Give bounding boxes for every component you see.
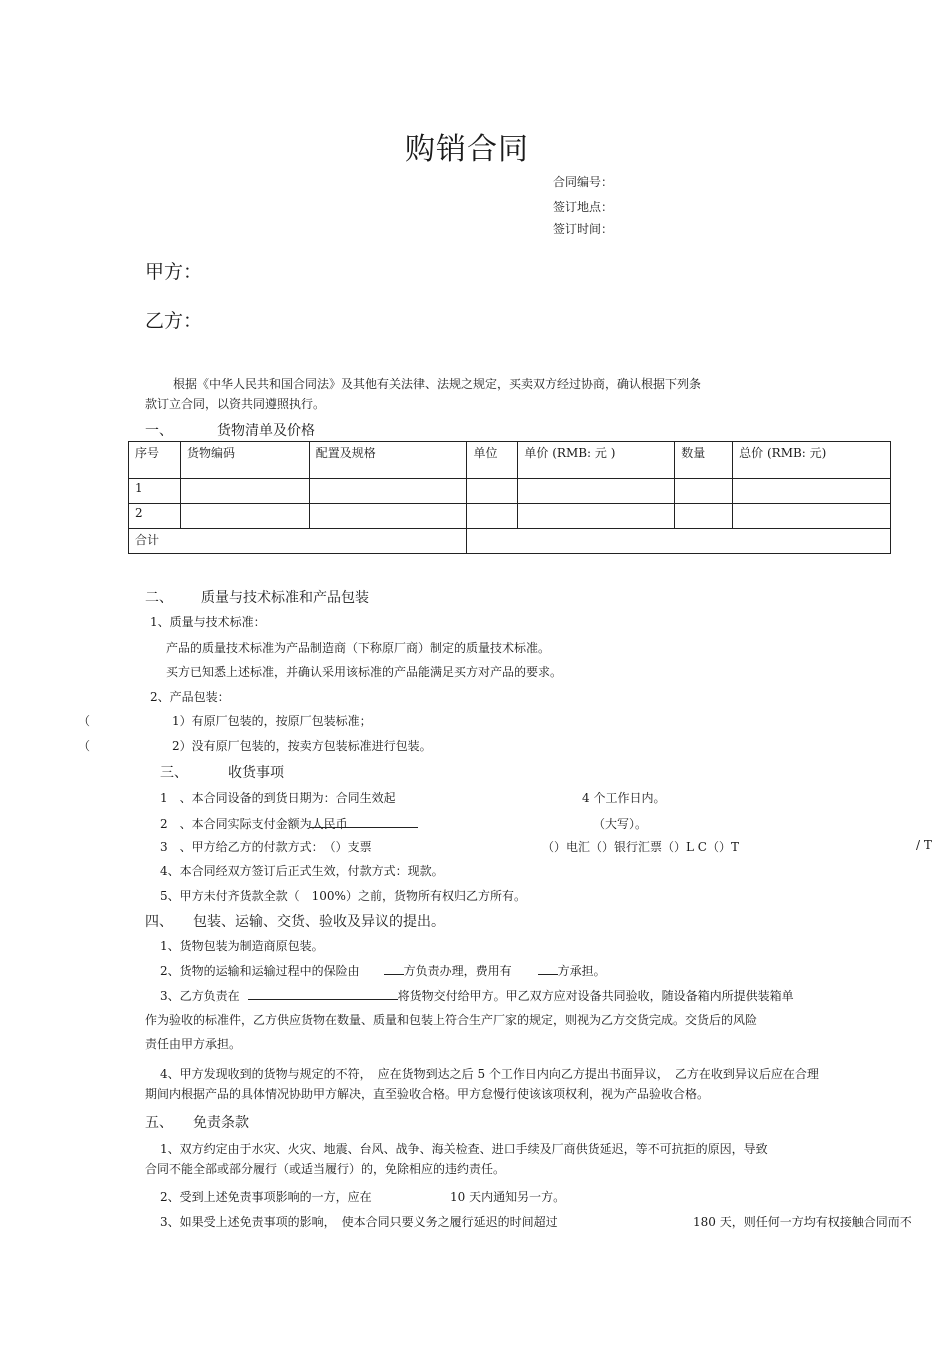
section-1-number: 一、 (145, 423, 173, 439)
s2-pack-2: 2）没有原厂包装的，按卖方包装标准进行包装。 (172, 739, 432, 753)
s5-item-2-days: 10 天内通知另一方。 (450, 1190, 566, 1204)
table-header-cell: 货物编码 (180, 442, 309, 479)
table-header-cell: 序号 (129, 442, 181, 479)
section-4-title: 包装、运输、交货、验收及异议的提出。 (193, 914, 445, 930)
section-4-number: 四、 (145, 914, 173, 930)
table-header-cell: 配置及规格 (309, 442, 467, 479)
s4-item-2-text-a: 2、货物的运输和运输过程中的保险由 (160, 964, 360, 978)
s4-item-3-end: 责任由甲方承担。 (145, 1037, 242, 1051)
section-2-title: 质量与技术标准和产品包装 (201, 590, 369, 606)
s5-item-3-days: 180 天，则任何一方均有权接触合同而不 (693, 1215, 912, 1229)
amount-blank (310, 815, 418, 828)
s4-item-4-cont: 期间内根据产品的具体情况协助甲方解决，直至验收合格。甲方怠慢行使该该项权利，视为产品验收合格。 (145, 1087, 710, 1101)
insurance-party-blank (384, 962, 404, 975)
party-b-label: 乙方： (145, 310, 203, 332)
table-header-cell: 单价 (RMB: 元 ) (518, 442, 675, 479)
s4-item-4: 4、甲方发现收到的货物与规定的不符， 应在货物到达之后 5 个工作日内向乙方提出书面异议， 乙方在收到异议后应在合理 (160, 1067, 819, 1081)
s2-pack-1: 1）有原厂包装的，按原厂包装标准； (172, 714, 372, 728)
sign-time-label: 签订时间： (553, 222, 614, 236)
table-total-value (467, 529, 891, 554)
s4-item-3 (160, 987, 794, 1004)
contract-title: 购销合同 (405, 132, 529, 167)
table-header-cell: 总价 (RMB: 元) (733, 442, 891, 479)
s4-item-3-cont: 作为验收的标准件，乙方供应货物在数量、质量和包装上符合生产厂家的规定，则视为乙方交货完成。交货后的风险 (145, 1013, 758, 1027)
s5-item-1-cont: 合同不能全部或部分履行（或适当履行）的，免除相应的违约责任。 (145, 1162, 506, 1176)
section-5-number: 五、 (145, 1115, 173, 1131)
s2-pack-2-mark: （ (78, 739, 91, 753)
section-3-number: 三、 (160, 765, 188, 781)
s2-para-2: 买方已知悉上述标准，并确认采用该标准的产品能满足买方对产品的要求。 (166, 665, 563, 679)
section-2-number: 二、 (145, 590, 173, 606)
table-header-cell: 单位 (467, 442, 518, 479)
delivery-place-blank (248, 987, 398, 1000)
goods-table (128, 441, 891, 554)
table-row (129, 504, 891, 529)
table-cell (675, 504, 733, 529)
section-3-title: 收货事项 (228, 765, 284, 781)
table-cell (733, 479, 891, 504)
table-cell (733, 504, 891, 529)
table-cell: 1 (129, 479, 181, 504)
table-total-label: 合计 (129, 529, 467, 554)
cost-party-blank (538, 962, 558, 975)
s5-item-1: 1、双方约定由于水灾、火灾、地震、台风、战争、海关检查、进口手续及厂商供货延迟，等不可抗拒的原因，导致 (160, 1142, 768, 1156)
table-cell (518, 479, 675, 504)
section-1-title: 货物清单及价格 (217, 423, 315, 439)
table-cell (309, 504, 467, 529)
table-header-row (129, 442, 891, 479)
s2-sub-2: 2、产品包装： (150, 690, 230, 704)
s3-item-1-deadline: 4 个工作日内。 (582, 791, 666, 805)
s4-item-1: 1、货物包装为制造商原包装。 (160, 939, 324, 953)
table-cell (467, 504, 518, 529)
section-5-title: 免责条款 (193, 1115, 249, 1131)
s3-item-1: 1 、本合同设备的到货日期为：合同生效起 (160, 791, 396, 805)
table-cell (180, 504, 309, 529)
s4-item-3-text-b: 将货物交付给甲方。甲乙双方应对设备共同验收，随设备箱内所提供装箱单 (397, 989, 794, 1003)
intro-line-2: 款订立合同，以资共同遵照执行。 (145, 397, 326, 411)
s3-item-2-capital: （大写）。 (593, 817, 648, 831)
table-cell (309, 479, 467, 504)
s4-item-2-text-b: 方负责办理，费用有 (403, 964, 512, 978)
table-row (129, 479, 891, 504)
s3-item-3: 3 、甲方给乙方的付款方式： （）支票 (160, 840, 372, 854)
table-header-cell: 数量 (675, 442, 733, 479)
s3-item-4: 4、本合同经双方签订后正式生效，付款方式：现款。 (160, 864, 444, 878)
s3-item-5: 5、甲方未付齐货款全款（ 100%）之前，货物所有权归乙方所有。 (160, 889, 526, 903)
s5-item-3: 3、如果受上述免责事项的影响， 使本合同只要义务之履行延迟的时间超过 (160, 1215, 558, 1229)
s3-item-3-options: （）电汇（）银行汇票（）L C（）T (542, 840, 739, 854)
s2-para-1: 产品的质量技术标准为产品制造商（下称原厂商）制定的质量技术标准。 (166, 641, 551, 655)
party-a-label: 甲方： (145, 261, 203, 283)
table-cell (675, 479, 733, 504)
s3-item-2-text: 2 、本合同实际支付金额为人民币 (160, 817, 348, 831)
s4-item-2 (160, 962, 606, 979)
table-cell: 2 (129, 504, 181, 529)
s2-sub-1: 1、质量与技术标准： (150, 615, 266, 629)
intro-line-1: 根据《中华人民共和国合同法》及其他有关法律、法规之规定，买卖双方经过协商，确认根据下列条 (173, 377, 702, 391)
contract-number-label: 合同编号： (553, 175, 614, 189)
table-cell (518, 504, 675, 529)
table-cell (180, 479, 309, 504)
sign-place-label: 签订地点： (553, 200, 614, 214)
s4-item-3-text-a: 3、乙方负责在 (160, 989, 240, 1003)
s2-pack-1-mark: （ (78, 714, 91, 728)
table-total-row (129, 529, 891, 554)
s5-item-2: 2、受到上述免责事项影响的一方，应在 (160, 1190, 372, 1204)
s3-item-3-tail: / T (916, 838, 932, 852)
s4-item-2-text-c: 方承担。 (557, 964, 606, 978)
s3-item-2 (160, 815, 418, 832)
table-cell (467, 479, 518, 504)
